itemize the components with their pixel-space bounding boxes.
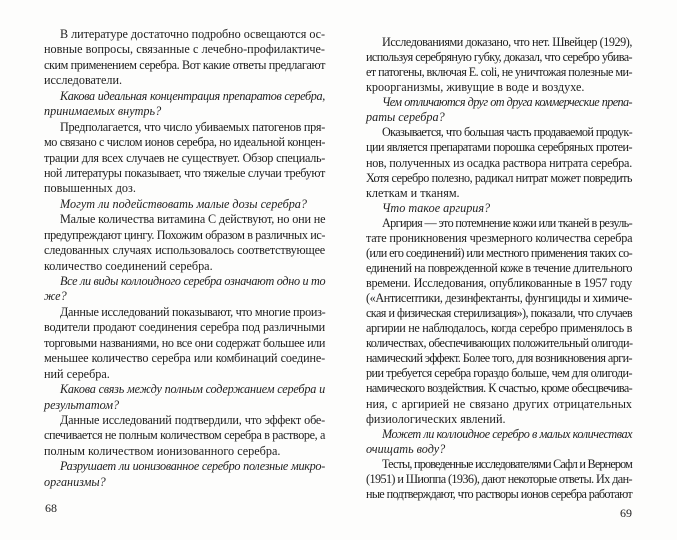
body-text-line: клеткам и тканям.: [366, 185, 460, 200]
question-text-line: Чем отличаются друг от друга коммерческие препа-: [382, 95, 632, 110]
body-text-line: тате проникновения чрезмерного количества серебра: [366, 230, 633, 245]
body-text-line: физиологических явлений.: [366, 411, 506, 426]
body-text-line: намический эффект. Более того, для возникновения арги-: [366, 351, 632, 366]
body-text-line: ции является препаратами порошка серебряных протеи-: [366, 140, 632, 155]
body-text-line: трации для всех случаев не существует. Обзор специаль-: [44, 150, 325, 165]
body-text-line: предупреждают цингу. Похожим образом в различных ис-: [44, 227, 325, 242]
question-text-line: принимаемых внутрь?: [44, 104, 162, 119]
question-text-line: Все ли виды коллоидного серебра означают одно и то: [60, 274, 326, 288]
left-page: [0, 0, 338, 540]
body-text-line: Исследованиями доказано, что нет. Швейцер (1929),: [382, 35, 632, 49]
question-text-line: раты серебра?: [366, 110, 445, 125]
body-text-line: следованных случаях использовалось соответствующее: [44, 243, 325, 258]
body-text-line: новные вопросы, связанные с лечебно-профилактиче-: [44, 42, 325, 57]
body-text-line: единений на поврежденной коже в течение длительного: [366, 260, 632, 275]
body-text-line: мо связано с числом ионов серебра, но идеальной концен-: [44, 135, 325, 150]
body-text-line: аргирии не наблюдалось, когда серебро применялось в: [366, 321, 632, 336]
body-text-line: («Антисептики, дезинфектанты, фунгициды и химиче-: [366, 291, 632, 306]
body-text-line: ные подтверждают, что растворы ионов серебра работают: [366, 486, 632, 501]
body-text-line: Хотя серебро полезно, радикал нитрат может повредить: [366, 170, 632, 185]
body-text-line: ет патогены, включая E. coli, не уничтожая полезные ми-: [366, 65, 633, 80]
body-text-line: количествах, обеспечивающих положительный олигоди-: [366, 336, 633, 351]
body-text-line: Аргирия — это потемнение кожи или тканей в резуль-: [382, 215, 632, 230]
body-text-line: количество соединений серебра.: [44, 258, 213, 273]
body-text-line: ной литературы показывает, что тяжелые случаи требуют: [44, 165, 325, 180]
body-text-line: Тесты, проведенные исследователями Сафл и Вернером: [382, 456, 632, 471]
left-page-text: [44, 27, 325, 490]
body-text-line: торговыми названиями, но все они содержат большее или: [44, 335, 325, 350]
body-text-line: кроорганизмы, живущие в воде и воздухе.: [366, 80, 585, 95]
page-number-left: 68: [45, 501, 57, 515]
body-text-line: ским применением серебра. Вот какие ответы предлагают: [44, 57, 325, 72]
right-page: [338, 0, 677, 540]
body-text-line: времени. Исследования, опубликованные в 1957 году: [366, 276, 632, 290]
question-text-line: Разрушает ли ионизованное серебро полезные микро-: [60, 459, 325, 474]
body-text-line: спечивается не полным количеством серебра в растворе, а: [44, 428, 325, 443]
body-text-line: ская и физическая стерилизация»), показали, что случаев: [366, 306, 632, 321]
body-text-line: повышенных доз.: [44, 181, 136, 196]
question-text-line: же?: [44, 289, 67, 304]
body-text-line: Малые количества витамина С действуют, но они не: [60, 212, 326, 227]
question-text-line: Могут ли подействовать малые дозы серебра?: [60, 196, 307, 211]
body-text-line: (1951) и Шиоппа (1936), дают некоторые ответы. Их дан-: [366, 471, 632, 486]
question-text-line: Может ли коллоидное серебро в малых количествах: [382, 426, 633, 441]
body-text-line: намического воздействия. К счастью, кроме обесцвечива-: [366, 381, 632, 396]
body-text-line: водители продают соединения серебра под различными: [44, 320, 325, 335]
question-text-line: Какова идеальная концентрация препаратов серебра,: [60, 88, 325, 103]
right-page-text: [366, 35, 632, 502]
body-text-line: меньшее количество серебра или комбинаций соедине-: [44, 351, 325, 366]
body-text-line: ний серебра.: [44, 366, 110, 381]
question-text-line: организмы?: [44, 474, 106, 489]
body-text-line: рии требуется серебра гораздо больше, чем для олигоди-: [366, 366, 632, 381]
body-text-line: полным количеством ионизованного серебра.: [44, 443, 281, 458]
body-text-line: Данные исследований подтвердили, что эффект обе-: [60, 412, 325, 427]
page-number-right: 69: [620, 506, 632, 520]
body-text-line: Данные исследований показывают, что многие произ-: [60, 304, 326, 319]
body-text-line: исследователи.: [44, 73, 123, 88]
question-text-line: очищать воду?: [366, 441, 446, 456]
body-text-line: ния, с аргирией не связано других отрицательных: [366, 396, 632, 411]
body-text-line: используя серебряную губку, доказал, что серебро убива-: [366, 50, 632, 65]
body-text-line: В литературе достаточно подробно освещаются ос-: [60, 27, 326, 41]
question-text-line: результатом?: [44, 397, 120, 412]
body-text-line: Оказывается, что большая часть продаваемой продук-: [382, 125, 632, 140]
question-text-line: Что такое аргирия?: [382, 200, 491, 215]
question-text-line: Какова связь между полным содержанием серебра и: [60, 382, 325, 397]
body-text-line: (или его соединений) или местного применения таких со-: [366, 245, 632, 260]
body-text-line: нов, полученных из осадка раствора нитрата серебра.: [366, 155, 632, 170]
body-text-line: Предполагается, что число убиваемых патогенов пря-: [60, 119, 325, 134]
